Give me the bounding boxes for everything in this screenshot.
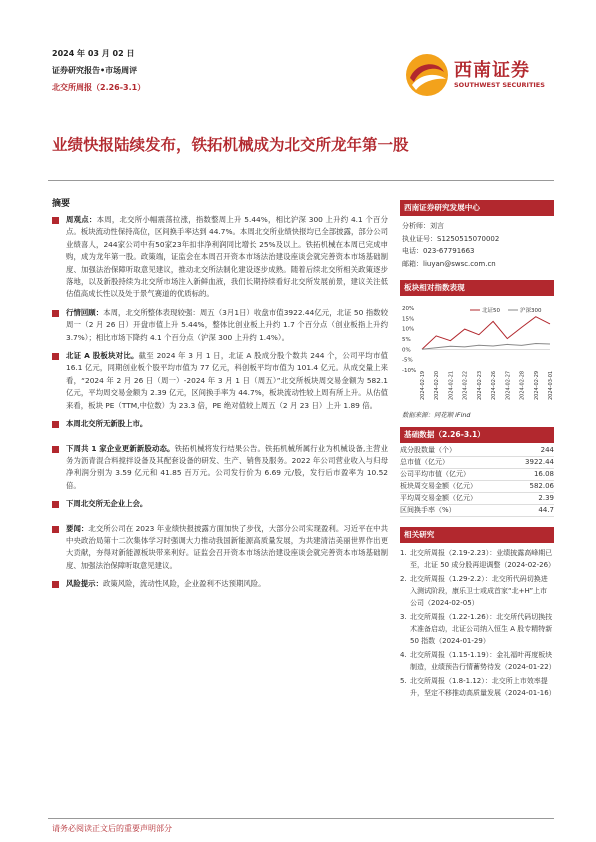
chart-source: 数据来源：同花顺 iFind (402, 411, 471, 419)
x-tick-label: 2024-02-28 (519, 370, 526, 400)
bullet-square-icon (52, 421, 59, 428)
basic-data-heading: 基础数据（2.26-3.1） (400, 427, 554, 443)
x-tick-label: 2024-02-26 (491, 370, 498, 400)
summary-body (52, 214, 388, 597)
report-header (52, 48, 145, 93)
chart-heading: 板块相对指数表现 (400, 280, 554, 296)
item-text: 北交所周报（1.8-1.12）：北交所上市效率提升，坚定不移推动高质量发展（2024-01-16） (410, 677, 556, 697)
report-title: 业绩快报陆续发布，铁拓机械成为北交所龙年第一股 (52, 136, 409, 154)
related-research-heading: 相关研究 (400, 527, 554, 543)
sidebar (400, 200, 554, 701)
table-row (400, 493, 554, 505)
item-number: 3. (400, 613, 407, 621)
summary-heading: 摘要 (52, 199, 71, 209)
analyst-email[interactable]: 邮箱：liuyan@swsc.com.cn (402, 259, 496, 268)
x-tick-label: 2024-02-20 (434, 370, 441, 400)
row-value: 244 (540, 446, 554, 454)
y-tick-label: 5% (402, 337, 411, 343)
item-number: 2. (400, 575, 407, 583)
analyst-name: 分析师：刘言 (402, 222, 444, 230)
performance-chart-svg (400, 300, 554, 408)
row-label: 平均周交易金额（亿元） (400, 494, 477, 502)
paragraph-sector-compare (52, 350, 388, 412)
item-text: 北交所周报（1.29-2.2）：北交所代码切换进入测试阶段，康乐卫士或成首家“北+H”上市公司（2024-02-05） (410, 575, 548, 607)
bullet-square-icon (52, 501, 59, 508)
list-item[interactable] (400, 547, 554, 571)
bullet-square-icon (52, 353, 59, 360)
paragraph-text: 政策风险，流动性风险，企业盈利不达预期风险。 (102, 579, 266, 589)
y-tick-label: 0% (402, 347, 411, 354)
analyst-phone: 电话：023-67791663 (402, 247, 475, 255)
x-tick-label: 2024-02-19 (420, 370, 426, 400)
x-tick-label: 2024-02-22 (462, 370, 469, 400)
bullet-square-icon (52, 310, 59, 317)
y-tick-label: 15% (402, 316, 415, 323)
row-value: 2.39 (538, 494, 554, 502)
analyst-info (400, 216, 554, 270)
paragraph-text: 铁拓机械将发行结果公告。铁拓机械所属行业为机械设备,主营业务为沥青混合料搅拌设备及其配套设备的研发、生产、销售及服务。2022 年公司营业收入与归母净利润分别为 3.59 亿元和 41.85 百万元。公司发行价为 6.69 元/股，发行后市盈率为 10.52 倍。 (66, 443, 388, 490)
y-tick-label: -10% (402, 368, 417, 374)
row-value: 44.7 (538, 506, 554, 514)
y-tick-label: -5% (402, 357, 413, 364)
series-line-hs300 (422, 344, 550, 350)
paragraph-next-week-ipo (52, 443, 388, 493)
research-center-heading: 西南证券研究发展中心 (400, 200, 554, 216)
list-item[interactable] (400, 649, 554, 673)
paragraph-lead: 行情回顾： (66, 307, 104, 317)
company-logo (404, 50, 554, 100)
paragraph-lead: 下周共 1 家企业更新新股动态。 (66, 443, 175, 453)
footer-disclaimer: 请务必阅读正文后的重要声明部分 (52, 824, 172, 833)
row-value: 3922.44 (525, 458, 554, 466)
related-research-list (400, 547, 554, 699)
row-value: 582.06 (529, 482, 554, 490)
bullet-square-icon (52, 446, 59, 453)
table-row (400, 481, 554, 493)
x-tick-label: 2024-02-27 (505, 370, 512, 400)
item-text: 北交所周报（1.22-1.26）：北交所代码切换技术准备启动，北证公司纳入恒生 A 股专精特新 50 指数（2024-01-29） (410, 613, 553, 645)
item-number: 4. (400, 651, 407, 659)
row-label: 公司平均市值（亿元） (400, 470, 470, 478)
report-date: 2024 年 03 月 02 日 (52, 49, 135, 58)
legend-label: 沪深300 (520, 308, 542, 314)
paragraph-text: 北交所公司在 2023 年业绩快报披露方面加快了步伐，大部分公司实现盈利。习近平在中共中央政治局第十二次集体学习时强调大力推动我国新能源高质量发展，为共建清洁美丽世界作出更大贡献，夯得对新能源板块带来利好。证监会召开资本市场法治建设座谈会就完善资本市场基础制度、加强法治保障听取意见建议。 (66, 523, 388, 570)
x-tick-label: 2024-02-29 (533, 370, 540, 400)
logo-text-en: SOUTHWEST SECURITIES (454, 81, 545, 89)
paragraph-lead: 本周北交所无新股上市。 (66, 419, 148, 429)
paragraph-text: 本周，北交所小幅震荡拉涨，指数整周上升 5.44%，相比沪深 300 上升约 4.1 个百分点。板块流动性保持高位，区间换手率达到 44.7%。本周北交所业绩快报均已全部披露，部分公司业绩喜人，244家公司中有50家23年扣非净利润同比增长 25%及以上。铁拓机械在本周已完成申购，成为龙年第一股。政策端，证监会在本周召开资本市场法治建设座谈会就完善资本市场基础制度、加强法治保障听取意见建议，推动北交所法制化建设逐步成熟。随着后续北交所相关政策逐步落地，以及新股持续为北交所市场注入新鲜血液，我们长期持续看好北交所发展前景，建议关注低估值高成长性以及处于景气赛道的优质标的。 (66, 215, 388, 299)
report-type: 证券研究报告•市场周评 (52, 66, 138, 75)
bullet-square-icon (52, 217, 59, 224)
paragraph-lead: 周观点： (66, 215, 97, 224)
divider-bottom (48, 818, 554, 819)
basic-data-table (400, 445, 554, 517)
list-item[interactable] (400, 675, 554, 699)
y-tick-label: 10% (402, 326, 415, 333)
relative-performance-chart (400, 300, 554, 408)
table-row (400, 445, 554, 457)
item-text: 北交所周报（2.19-2.23）：业绩披露高峰期已至，北证 50 成分股再迎调整（2024-02-26） (410, 549, 556, 569)
x-tick-label: 2024-02-23 (476, 370, 483, 400)
divider-top (48, 180, 554, 181)
report-series: 北交所周报（2.26-3.1） (52, 83, 146, 92)
paragraph-no-review (52, 498, 388, 510)
paragraph-text: 本周，北交所整体表现较强：周五（3月1日）收盘市值3922.44亿元，北证 50 指数较周一（2 月 26 日）开盘市值上升 5.44%，整体比创业板上升约 1.7 个百分点（创业板指上升约 3.7%）；相比市场下降约 4.1 个百分点（沪深 300 上升约 1.4%）。 (66, 307, 388, 342)
bullet-square-icon (52, 526, 59, 533)
list-item[interactable] (400, 611, 554, 647)
paragraph-news (52, 523, 388, 573)
list-item[interactable] (400, 573, 554, 609)
analyst-license: 执业证号：S1250515070002 (402, 234, 500, 243)
row-label: 区间换手率（%） (400, 506, 456, 514)
paragraph-market-review (52, 307, 388, 344)
legend-label: 北证50 (482, 308, 500, 314)
item-text: 北交所周报（1.15-1.19）：金礼福叶再度板块制造，业绩预告行情蓄势待发（2024-01-22） (410, 651, 556, 671)
row-value: 16.08 (533, 470, 554, 478)
row-label: 总市值（亿元） (400, 458, 449, 466)
paragraph-text: 截至 2024 年 3 月 1 日，北证 A 股成分股个数共 244 个，公司平均市值 16.1 亿元，同期创业板个股平均市值为 77 亿元，科创板平均市值为 101.4 亿元。从成交量上来看，“2024 年 2 月 26 日（周一）-2024 年 3 月 1 日（周五）”北交所板块周交易金额为 582.1 亿元，平均周交易金额为 2.39 亿元，区间换手率为 44.7%，板块流动性较上周有所上升。从估值来看，板块 PE（TTM,中位数）为 23.3 倍，PE 绝对值较上周五（2 月 23 日）上升 1.89 倍。 (66, 351, 388, 410)
table-row (400, 505, 554, 517)
logo-text-cn: 西南证券 (454, 60, 530, 81)
table-row (400, 457, 554, 469)
paragraph-lead: 要闻： (66, 523, 89, 533)
paragraph-lead: 下周北交所无企业上会。 (66, 499, 148, 509)
y-tick-label: 20% (402, 306, 415, 312)
item-number: 1. (400, 549, 407, 557)
bullet-square-icon (52, 581, 59, 588)
paragraph-weekly-view (52, 214, 388, 301)
logo-mark-icon (404, 52, 450, 98)
table-row (400, 469, 554, 481)
paragraph-lead: 北证 A 股板块对比。 (66, 351, 139, 361)
x-tick-label: 2024-03-01 (548, 370, 554, 400)
row-label: 成分股数量（个） (400, 446, 456, 454)
x-tick-label: 2024-02-21 (448, 370, 455, 400)
paragraph-no-ipo (52, 418, 388, 430)
paragraph-lead: 风险提示： (66, 579, 103, 589)
item-number: 5. (400, 677, 407, 685)
paragraph-risk (52, 578, 388, 590)
row-label: 板块周交易金额（亿元） (400, 482, 477, 490)
